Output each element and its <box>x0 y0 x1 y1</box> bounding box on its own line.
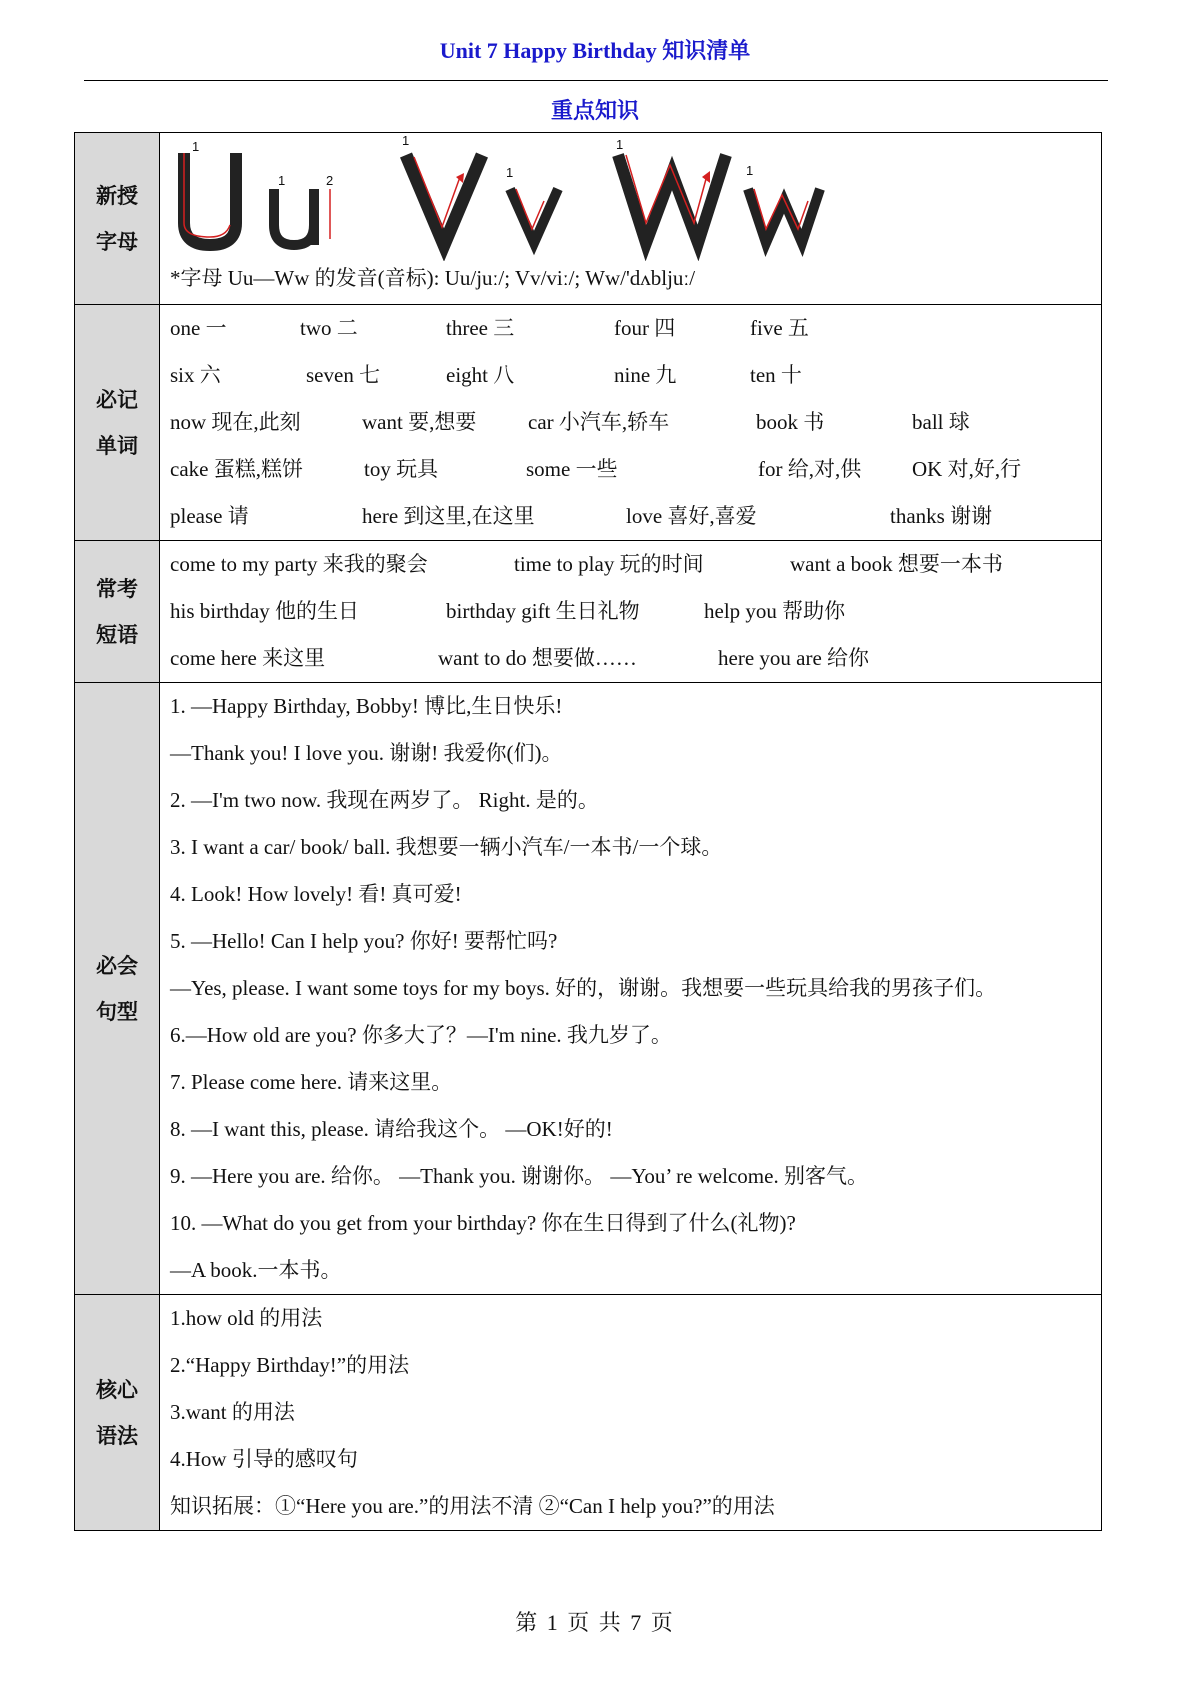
letter-U-upper <box>184 153 236 245</box>
row-header-line: 句型 <box>96 999 138 1024</box>
stroke-number: 1 <box>278 173 286 188</box>
sentence-line: 6.—How old are you? 你多大了？—I'm nine. 我九岁了。 <box>170 1023 672 1047</box>
word-item: one 一 <box>170 316 227 340</box>
word-line <box>170 305 1101 352</box>
sentence-line: 2. —I'm two now. 我现在两岁了。 Right. 是的。 <box>170 788 599 812</box>
grammar-line: 知识拓展：①“Here you are.”的用法不清 ②“Can I help you?”的用法 <box>170 1494 775 1518</box>
row-header-line: 字母 <box>96 229 138 254</box>
phrase-item: come to my party 来我的聚会 <box>170 552 428 576</box>
grammar-line: 3.want 的用法 <box>170 1400 295 1424</box>
sentence-line: 1. —Happy Birthday, Bobby! 博比,生日快乐! <box>170 694 563 718</box>
phrase-item: time to play 玩的时间 <box>514 552 704 576</box>
phrase-line <box>170 635 1101 682</box>
phrase-item: come here 来这里 <box>170 646 326 670</box>
word-item: love 喜好,喜爱 <box>626 504 757 528</box>
stroke-number: 1 <box>506 165 514 180</box>
word-item: book 书 <box>756 410 825 434</box>
row-header-line: 短语 <box>96 622 138 647</box>
page-number: 第 1 页 共 7 页 <box>515 1610 675 1635</box>
stroke-number: 1 <box>402 133 410 148</box>
phrase-item: here you are 给你 <box>718 646 870 670</box>
word-item: eight 八 <box>446 363 515 387</box>
phrase-item: his birthday 他的生日 <box>170 599 359 623</box>
grammar-line: 1.how old 的用法 <box>170 1306 323 1330</box>
sentence-line: —Thank you! I love you. 谢谢! 我爱你(们)。 <box>170 741 563 765</box>
row-header-sentences <box>75 683 160 1295</box>
word-item: cake 蛋糕,糕饼 <box>170 457 303 481</box>
word-item: five 五 <box>750 316 809 340</box>
grammar-row <box>75 1295 1102 1531</box>
letters-cell <box>160 133 1102 305</box>
title-divider <box>84 80 1108 81</box>
word-item: want 要,想要 <box>362 410 477 434</box>
row-header-line: 核心 <box>96 1377 138 1402</box>
sentence-line: —Yes, please. I want some toys for my boys. 好的，谢谢。我想要一些玩具给我的男孩子们。 <box>170 976 997 1000</box>
words-cell <box>160 305 1102 541</box>
word-item: here 到这里,在这里 <box>362 504 535 528</box>
word-item: two 二 <box>300 316 358 340</box>
row-header-letters <box>75 133 160 305</box>
letter-u-lower <box>274 189 330 245</box>
row-header-line: 语法 <box>96 1423 138 1448</box>
grammar-line: 4.How 引导的感叹句 <box>170 1447 358 1471</box>
word-line <box>170 399 1101 446</box>
sentence-line: 7. Please come here. 请来这里。 <box>170 1070 453 1094</box>
word-item: six 六 <box>170 363 221 387</box>
row-header-line: 必记 <box>96 387 138 412</box>
word-item: ball 球 <box>912 410 970 434</box>
row-header-line: 常考 <box>96 576 138 601</box>
sentences-cell <box>160 683 1102 1295</box>
word-item: three 三 <box>446 316 515 340</box>
document-title: Unit 7 Happy Birthday 知识清单 <box>439 38 751 63</box>
stroke-number: 1 <box>616 137 624 152</box>
phrase-line <box>170 541 1101 588</box>
row-header-line: 新授 <box>96 183 138 208</box>
letter-illustrations <box>170 133 1101 261</box>
phrase-line <box>170 588 1101 635</box>
word-line <box>170 446 1101 493</box>
letter-v-lower <box>510 189 558 243</box>
letters-row <box>75 133 1102 305</box>
sentence-line: 3. I want a car/ book/ ball. 我想要一辆小汽车/一本书/一个球。 <box>170 835 723 859</box>
sentence-line: 4. Look! How lovely! 看! 真可爱! <box>170 882 462 906</box>
word-item: now 现在,此刻 <box>170 410 301 434</box>
word-item: nine 九 <box>614 363 677 387</box>
phrases-cell <box>160 541 1102 683</box>
stroke-number: 1 <box>746 163 754 178</box>
word-item: please 请 <box>170 504 249 528</box>
phrase-item: want to do 想要做…… <box>438 646 637 670</box>
phrase-item: help you 帮助你 <box>704 599 846 623</box>
word-line <box>170 493 1101 540</box>
sentence-line: 9. —Here you are. 给你。 —Thank you. 谢谢你。 —You’ re welcome. 别客气。 <box>170 1164 868 1188</box>
word-item: for 给,对,供 <box>758 457 862 481</box>
stroke-number: 1 <box>192 139 200 154</box>
letter-W-upper <box>618 155 726 243</box>
word-item: some 一些 <box>526 457 618 481</box>
section-title: 重点知识 <box>550 98 639 123</box>
knowledge-table <box>74 132 1102 1531</box>
stroke-number: 2 <box>326 173 334 188</box>
grammar-line: 2.“Happy Birthday!”的用法 <box>170 1353 410 1377</box>
sentence-line: 10. —What do you get from your birthday? 你在生日得到了什么(礼物)? <box>170 1211 796 1235</box>
letter-strokes-figure <box>170 133 890 261</box>
word-item: toy 玩具 <box>364 457 439 481</box>
sentence-line: 8. —I want this, please. 请给我这个。 —OK!好的! <box>170 1117 613 1141</box>
phrase-item: birthday gift 生日礼物 <box>446 599 640 623</box>
sentence-line: 5. —Hello! Can I help you? 你好! 要帮忙吗? <box>170 929 558 953</box>
row-header-line: 必会 <box>96 953 138 978</box>
phrase-item: want a book 想要一本书 <box>790 552 1003 576</box>
sentences-row <box>75 683 1102 1295</box>
sentence-line: —A book.一本书。 <box>170 1258 342 1282</box>
word-item: four 四 <box>614 316 676 340</box>
row-header-words <box>75 305 160 541</box>
words-row <box>75 305 1102 541</box>
word-item: seven 七 <box>306 363 381 387</box>
phrases-row <box>75 541 1102 683</box>
row-header-line: 单词 <box>96 433 138 458</box>
word-item: OK 对,好,行 <box>912 457 1022 481</box>
grammar-cell <box>160 1295 1102 1531</box>
word-item: car 小汽车,轿车 <box>528 410 670 434</box>
letter-V-upper <box>406 155 482 245</box>
letter-w-lower <box>748 189 820 243</box>
row-header-grammar <box>75 1295 160 1531</box>
row-header-phrases <box>75 541 160 683</box>
word-item: ten 十 <box>750 363 802 387</box>
word-item: thanks 谢谢 <box>890 504 993 528</box>
word-line <box>170 352 1101 399</box>
letter-pronunciation: *字母 Uu—Ww 的发音(音标): Uu/juː/; Vv/viː/; Ww/'dʌbljuː/ <box>170 266 696 290</box>
